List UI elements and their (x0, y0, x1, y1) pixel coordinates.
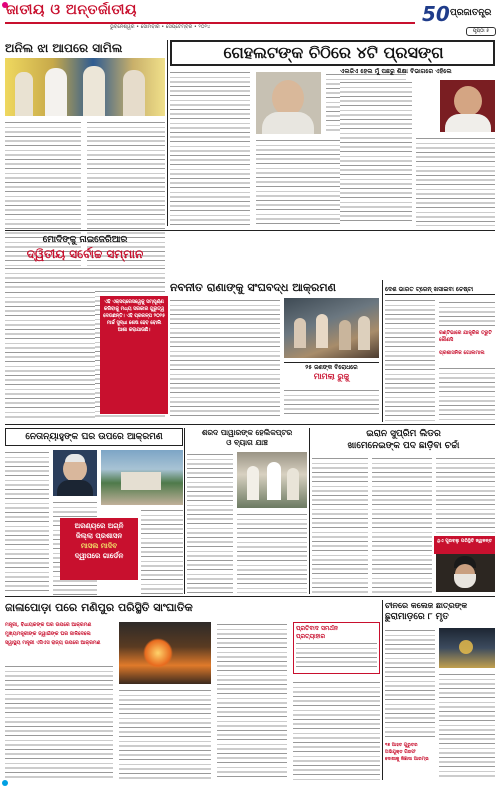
article-sharad (187, 428, 307, 593)
case-subhead: ମାମଲା ରୁଜୁ (313, 372, 350, 381)
bullet-2: ଅଭିଯୁକ୍ତ ଗିରଫ (385, 750, 416, 755)
protest-body (296, 641, 377, 671)
body-text (217, 622, 287, 780)
body-text (385, 298, 435, 421)
protest-box (293, 622, 380, 674)
column-divider (382, 600, 383, 780)
case-headline: ୨୫ ଜଣଙ୍କ ବିରୋଧରେ (305, 364, 358, 371)
side-box-text: ଥିଏ ପୁରବଲୁ ପରିସ୍ଥିତି ଜ୍ୱଳନ୍ତ (436, 539, 493, 544)
divider (5, 596, 495, 597)
quote-text: ଏହି ଏକ୍ସପ୍ରେସୱେକୁ ସମ୍ପୂର୍ଣ୍ଣ କରିବାକୁ ମଧ୍ୟ ସରକାର ଗୁରୁତ୍ୱ ଦେଉଛନ୍ତି। ଏହି ପ୍ରକଳ୍ପ ୨୦୨୫ ମାର୍ଚ୍ଚ ସୁଦ୍ଧା ଶେଷ ହେବ ବୋଲି ଆଶା କରାଯାଉଛି। (103, 300, 165, 333)
headline: ଗେହଲଟଙ୍କ ଚିଠିରେ ୪ଟି ପ୍ରସଙ୍ଗ (223, 43, 444, 62)
headline-navneet: ନବନୀତ ରାଣାଙ୍କୁ ସଂଘବଦ୍ଧ ଆକ୍ରମଣ (170, 281, 336, 294)
body-text (237, 512, 307, 593)
divider (5, 424, 495, 425)
side-headline: ରଣ୍ଟିଭାରେ ଯାନ୍ତ୍ରିକ ତ୍ରୁଟି କୌଣସି (439, 330, 492, 343)
box-line2: ଜିଲ୍ଲା ପ୍ରଶାସନ (75, 532, 123, 540)
bullet-list (385, 742, 437, 763)
column-divider (382, 280, 383, 422)
photo-pawar (237, 452, 307, 508)
body-text (170, 70, 250, 225)
column-divider (167, 40, 168, 226)
headline-line1: ଚୀନରେ କଲେଜ ଛାତ୍ରଙ୍କ (385, 601, 468, 610)
anniversary-logo (422, 2, 496, 24)
body-text (385, 628, 435, 738)
divider (5, 230, 495, 231)
body-text (5, 290, 95, 420)
dateline: ଭୁବନେଶ୍ୱର • ସୋମବାର • ସେପ୍ଟେମ୍ବର • ୨୦୨୪ (110, 24, 211, 30)
side-headline: ପ୍ରଶାସନିକ ଗୋଲମାଲ (439, 350, 485, 356)
case-box (284, 362, 379, 384)
page-number-badge (466, 27, 496, 36)
headline-line1: ଇରାନ ସୁପ୍ରିମ ଲିଡର (366, 429, 441, 439)
headline-education: ଏଲଜିଏ ହେଲ ମୁଁ ପଛରୁ ଶିକ୍ଷା ବିଭାଗରେ ଏହିଲେ (340, 68, 452, 75)
body-text (170, 298, 280, 418)
page-number: ପୃଷ୍ଠା ୫ (472, 28, 490, 34)
side-item-1 (439, 330, 495, 343)
body-text (372, 456, 432, 593)
body-text (439, 366, 495, 421)
photo-netanyahu (53, 450, 97, 496)
quote-box (100, 296, 168, 414)
bullet-3: ସ୍ୱାସ୍ଥ୍ୟ ମନ୍ତ୍ରୀ ଏସିଏସ ରାଜ୍ୟ ଉପରେ ଆକ୍ରମଣ (5, 640, 101, 646)
body-text (416, 136, 495, 226)
headline-line2: ଖାମେନେଇଙ୍କ ପଦ ଛାଡ଼ିବା ଚର୍ଚ୍ଚା (347, 441, 460, 451)
forest-fire-box (60, 518, 138, 580)
body-text (436, 456, 495, 548)
body-text (439, 300, 495, 328)
column-divider (309, 428, 310, 594)
headline-line1: ମୋଦିଙ୍କୁ ନାଇଜେରିଆର (42, 235, 128, 245)
headline: ଅନିଲ ଝା ଆପରେ ସାମିଲ (5, 41, 123, 55)
bullet-3: ଦୋଷୀକୁ ଜିଜ୍ଞାସା ଆରମ୍ଭ (385, 757, 429, 762)
photo-crowd (284, 298, 379, 358)
bullet-1: ୧୭ ଆହତ ଗୁରୁତର (385, 743, 418, 748)
article-train (385, 286, 495, 421)
body-text (187, 452, 233, 593)
bullet-list (5, 622, 115, 647)
photo-khamenei (436, 552, 495, 592)
column-divider (184, 428, 185, 594)
headline-line2: ଦ୍ୱିତୀୟ ସର୍ବୋଚ୍ଚ ସମ୍ମାନ (26, 247, 144, 261)
subhead: ଓ ବ୍ୟାଗ ଯାଞ୍ଚ (226, 438, 268, 447)
body-text (312, 456, 368, 593)
body-text (340, 80, 412, 225)
headline: ଜାଳାପୋଡ଼ା ପରେ ମଣିପୁର ପରିସ୍ଥିତି ସାଂଘାତିକ (5, 601, 193, 614)
section-title: ଜାତୀୟ ଓ ଅନ୍ତର୍ଜାତୀୟ (6, 2, 137, 18)
photo-manipur-fire (119, 622, 211, 684)
side-box (434, 536, 495, 554)
photo-aap-event (5, 58, 165, 116)
box-line4: ଦ୍ୱୀପରେ ଗାର୍ଡେନ (74, 552, 124, 560)
anniversary-number: 50 (422, 2, 450, 26)
headline: ଦେଶ ଭାରତ ଟ୍ରେନ୍‌ ଖସାଇବା ଚେଷ୍ଟା (385, 286, 495, 295)
body-text (5, 664, 113, 780)
box-line1: ଅରଣ୍ୟରେ ଅଗ୍ନି (74, 522, 124, 530)
body-text (5, 450, 49, 595)
photo-gehlot (256, 72, 321, 134)
body-text (439, 672, 495, 780)
body-text (141, 508, 183, 595)
body-text (119, 688, 211, 780)
bullet-2: ମୁଖ୍ୟମନ୍ତ୍ରୀଙ୍କ ଜ୍ୱାଇଁଙ୍କ ଘର ଜାଳିଦେଲେ (5, 631, 91, 637)
brand-name: ପ୍ରଜାତନ୍ତ୍ର (450, 8, 492, 18)
photo-china (439, 628, 495, 668)
headline: ନେତାନ୍ୟାହୁଙ୍କ ଘର ଉପରେ ଆକ୍ରମଣ (25, 432, 163, 442)
box-line3: ମାସଲ ମାଦିବ (80, 542, 118, 550)
body-text (284, 388, 379, 418)
side-item-2 (439, 350, 495, 357)
article-china (385, 600, 495, 780)
protest-line2: ପ୍ରତ୍ୟାହାର (296, 633, 326, 640)
protest-line1: ପ୍ରତିବାଦ ସମର୍ଥନ (296, 625, 339, 632)
photo-official (440, 80, 495, 132)
headline: ଶରଦ ପାୱାରଙ୍କ ହେଲିକପ୍ଟର (201, 428, 293, 437)
body-text (293, 680, 380, 780)
bullet-1: ମନ୍ତ୍ରୀ, ବିଧାୟକଙ୍କ ଘର ଉପରେ ଆକ୍ରମଣ (5, 622, 92, 628)
masthead (0, 0, 500, 34)
headline-line2: ଛୁରାମାଡ଼ରେ ୮ ମୃତ (385, 612, 449, 622)
article-iran (312, 428, 495, 593)
photo-house (101, 450, 183, 505)
registration-mark (2, 780, 8, 786)
